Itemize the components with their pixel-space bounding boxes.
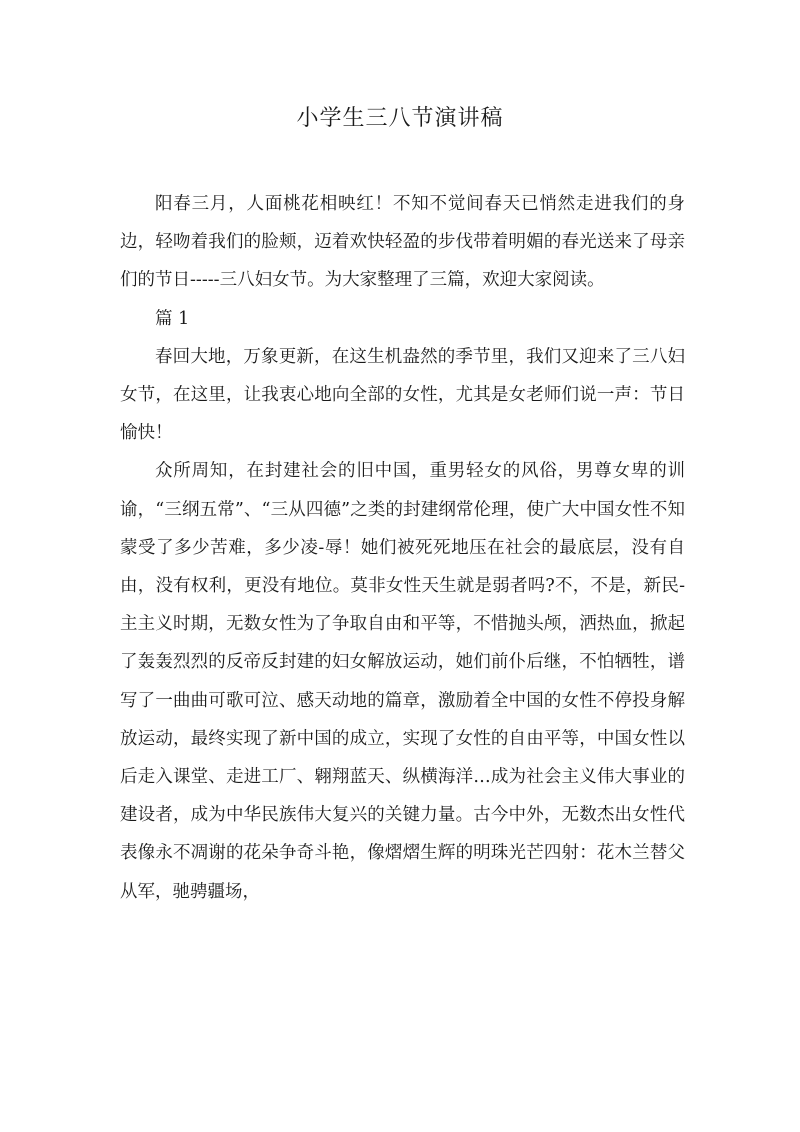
document-title: 小学生三八节演讲稿 bbox=[296, 106, 504, 131]
section-heading: 篇 1 bbox=[155, 308, 190, 329]
document-body bbox=[120, 185, 685, 911]
paragraph-history: 众所周知，在封建社会的旧中国，重男轻女的风俗，男尊女卑的训谕，“三纲五常”、“三从四德”之类的封建纲常伦理，使广大中国女性不知蒙受了多少苦难，多少凌-辱！她们被死死地压在社会的最底层，没有自由，没有权利，更没有地位。莫非女性天生就是弱者吗?不，不是，新民-主主义时期，无数女性为了争取自由和平等，不惜抛头颅，洒热血，掀起了轰轰烈烈的反帝反封建的妇女解放运动，她们前仆后继，不怕牺牲，谱写了一曲曲可歌可泣、感天动地的篇章，激励着全中国的女性不停投身解放运动，最终实现了新中国的成立，实现了女性的自由平等，中国女性以后走入课堂、走进工厂、翱翔蓝天、纵横海洋…成为社会主义伟大事业的建设者，成为中华民族伟大复兴的关键力量。古今中外，无数杰出女性代表像永不凋谢的花朵争奇斗艳，像熠熠生辉的明珠光芒四射：花木兰替父从军，驰骋疆场， bbox=[120, 461, 685, 902]
paragraph-intro: 阳春三月，人面桃花相映红！不知不觉间春天已悄然走进我们的身边，轻吻着我们的脸颊，迈着欢快轻盈的步伐带着明媚的春光送来了母亲们的节日-----三八妇女节。为大家整理了三篇，欢迎大家阅读。 bbox=[120, 194, 685, 291]
paragraph-greeting: 春回大地，万象更新，在这生机盎然的季节里，我们又迎来了三八妇女节，在这里，让我衷心地向全部的女性，尤其是女老师们说一声：节日愉快！ bbox=[120, 346, 685, 444]
